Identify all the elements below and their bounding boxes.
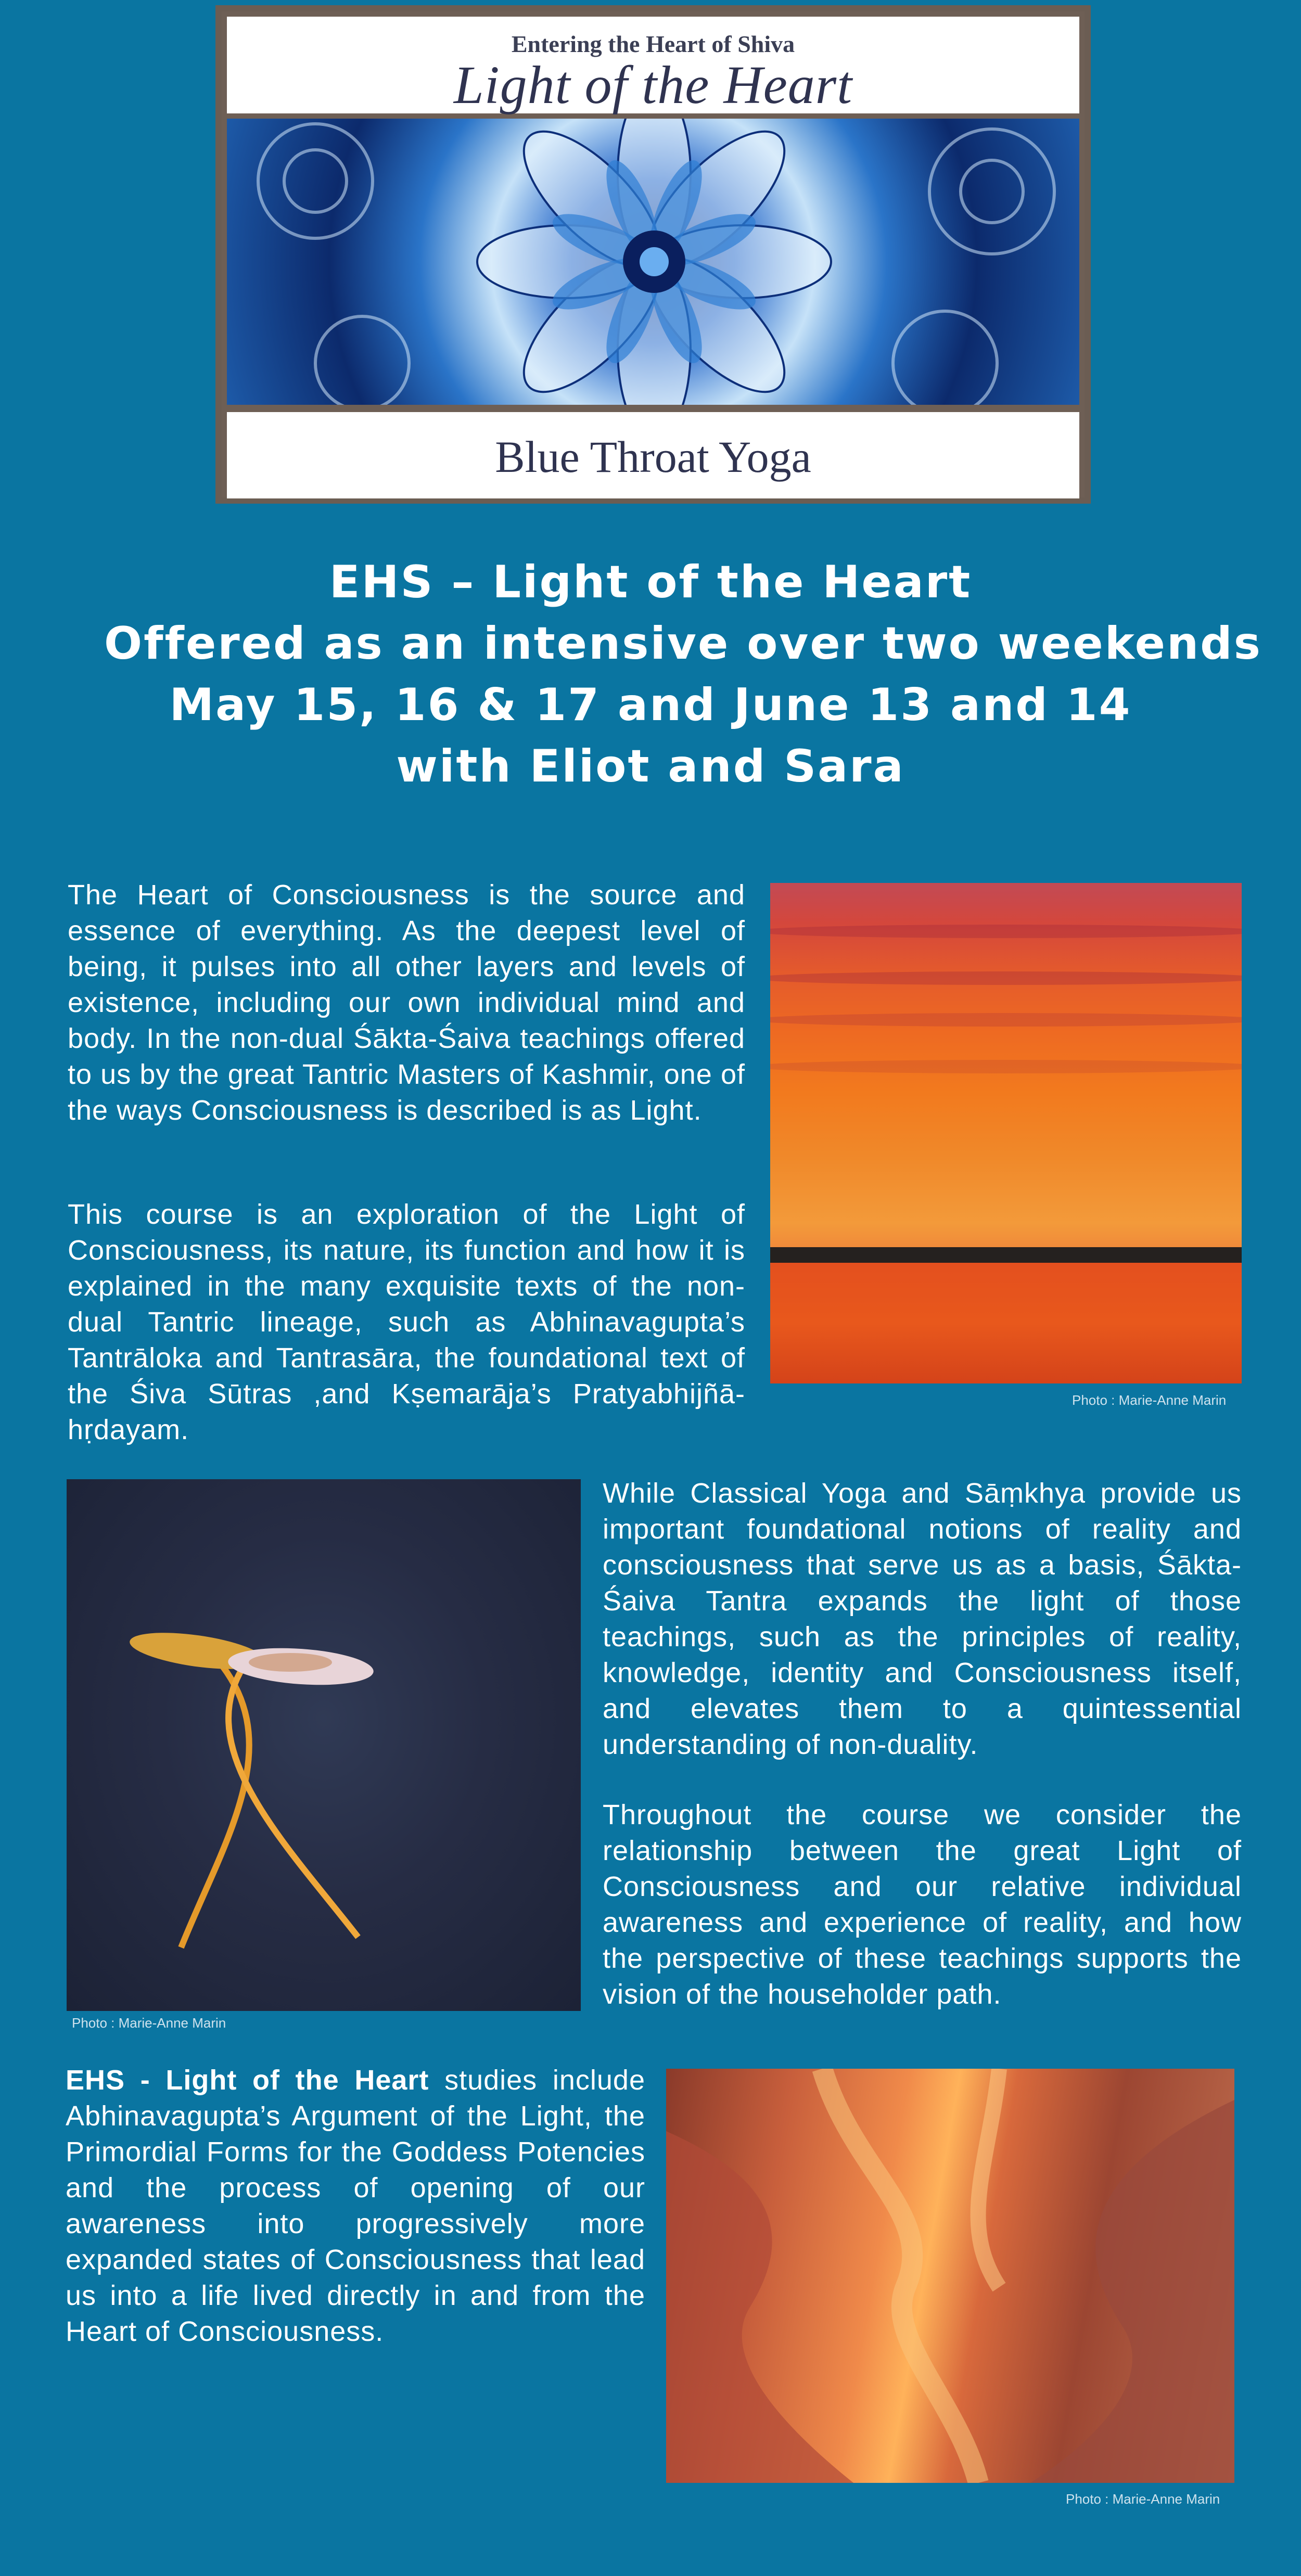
paragraph-heart-of-consciousness: The Heart of Consciousness is the source and essence of everything. As the deepest level of being, it pulses into all other layers and levels of existence, including our own individual mind and body. In the non-dual Śākta-Śaiva teachings offered to us by the great Tantric Masters of Kashmir, one of the ways Consciousness is described is as Light. xyxy=(68,879,745,1126)
studies-title: EHS - Light of the Heart xyxy=(66,2065,429,2096)
headline-teachers: with Eliot and Sara xyxy=(396,740,905,792)
headline-format: Offered as an intensive over two weekends xyxy=(104,618,1262,670)
water xyxy=(770,1263,1242,1383)
paragraph-studies xyxy=(66,2062,645,2350)
mandala-artwork xyxy=(227,119,1079,405)
canyon-wave-icon xyxy=(666,2069,1234,2483)
photo-canyon xyxy=(666,2069,1234,2483)
banner-footer-text: Blue Throat Yoga xyxy=(495,432,811,482)
studies-text: studies include Abhinavagupta’s Argument of the Light, the Primordial Forms for the Goddess Potencies and the process of opening of our awareness into progressively more expanded states of Consciousness that lead us into a life lived directly in and from the Heart of Consciousness. xyxy=(66,2065,645,2347)
headline xyxy=(104,552,1262,797)
banner-title: Light of the Heart xyxy=(453,55,853,115)
photo-credit: Photo : Marie-Anne Marin xyxy=(1072,1392,1227,1408)
paragraph-classical-yoga: While Classical Yoga and Sāṃkhya provide us important foundational notions of reality and consciousness that serve us as a basis, Śākta-Śaiva Tantra expands the light of those teachings, such as the principles of reality, knowledge, identity and Consciousness itself, and elevates them to a quintessential understanding of non-duality. xyxy=(603,1478,1242,1760)
mandala-flower-icon xyxy=(227,119,1079,405)
banner-subtitle: Entering the Heart of Shiva xyxy=(511,31,795,57)
horizon-line xyxy=(770,1247,1242,1263)
paragraph-course-exploration: This course is an exploration of the Light of Consciousness, its nature, its function and how it is explained in the many exquisite texts of the non-dual Tantric lineage, such as Abhinavagupta’s Tantrāloka and Tantrasāra, the foundational text of the Śiva Sūtras ,and Kṣemarāja’s Pratyabhijñā-hṛdayam. xyxy=(68,1199,745,1445)
photo-sunset xyxy=(770,883,1242,1383)
banner-footer xyxy=(227,412,1079,498)
paragraph-relationship: Throughout the course we consider the relationship between the great Light of Consciousness and our relative individual awareness and experience of reality, and how the perspective of these teachings supports the vision of the householder path. xyxy=(603,1799,1242,2010)
banner-header xyxy=(227,17,1079,113)
photo-credit: Photo : Marie-Anne Marin xyxy=(1066,2491,1220,2507)
headline-dates: May 15, 16 & 17 and June 13 and 14 xyxy=(169,679,1132,731)
headline-title: EHS – Light of the Heart xyxy=(329,556,972,608)
banner xyxy=(215,5,1091,504)
photo-credit: Photo : Marie-Anne Marin xyxy=(72,2015,226,2031)
photo-lotus-leaves xyxy=(67,1479,581,2011)
lotus-leaf-icon xyxy=(67,1479,581,2011)
